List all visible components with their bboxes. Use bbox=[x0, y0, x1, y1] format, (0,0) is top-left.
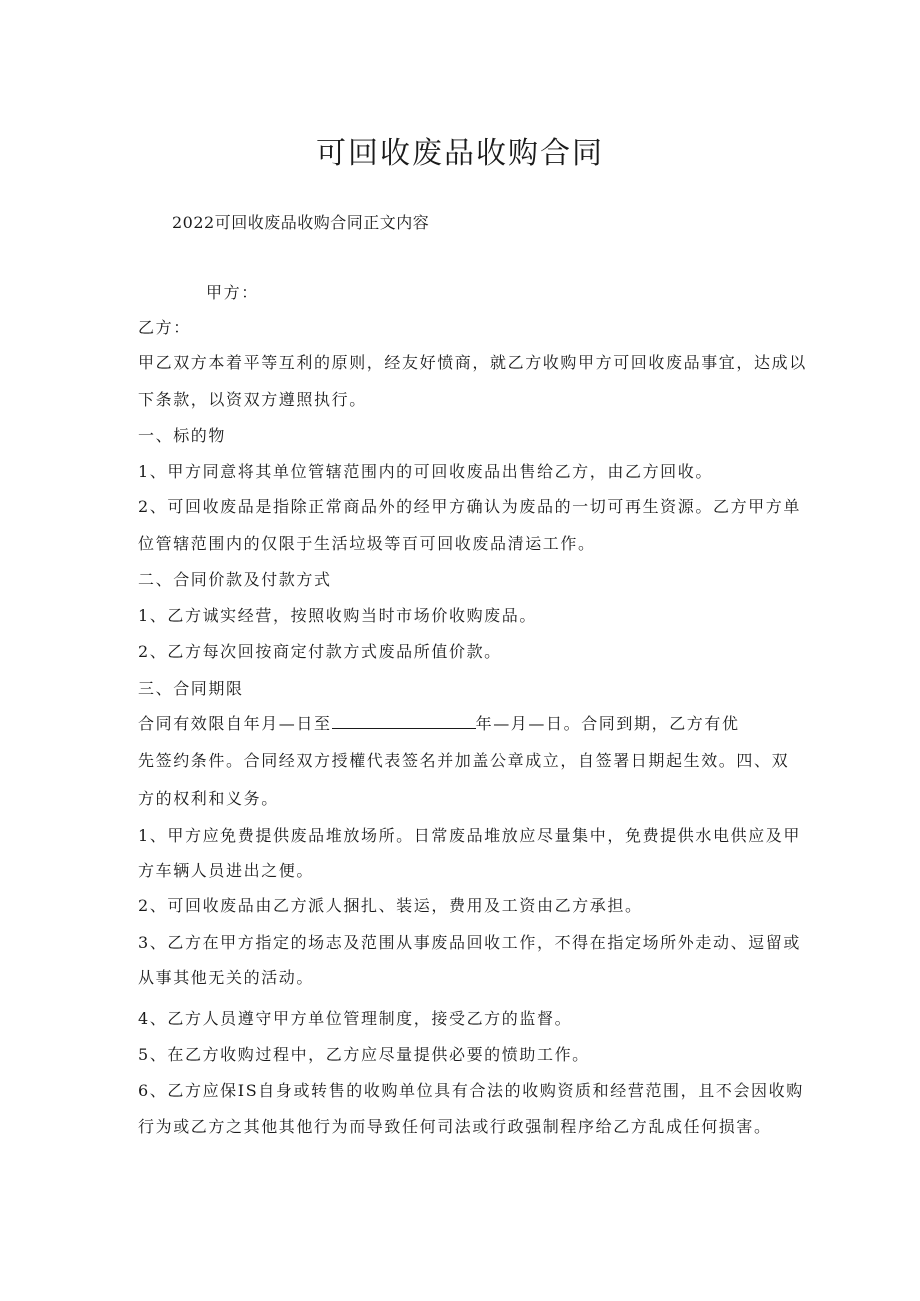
clause-line: 位管辖范围内的仅限于生活垃圾等百可回收废品清运工作。 bbox=[138, 534, 596, 553]
clause-line: 从事其他无关的活动。 bbox=[138, 968, 315, 987]
section-heading: 三、合同期限 bbox=[138, 679, 244, 698]
term-text-after-blank: 年—月—日。合同到期，乙方有优 bbox=[475, 714, 740, 733]
clause-line: 2、可回收废品由乙方派人捆扎、装运，费用及工资由乙方承担。 bbox=[138, 896, 643, 915]
clause-line: 4、乙方人员遵守甲方单位管理制度，接受乙方的监督。 bbox=[138, 1009, 573, 1028]
clause-line: 方车辆人员进出之便。 bbox=[138, 861, 315, 880]
date-blank-field bbox=[332, 714, 476, 729]
clause-line: 2、乙方每次回按商定付款方式废品所值价款。 bbox=[138, 642, 502, 661]
clause-line: 方的权利和义务。 bbox=[138, 789, 279, 808]
term-text-before-blank: 合同有效限自年月—日至 bbox=[138, 714, 332, 733]
clause-line: 行为或乙方之其他其他行为而导致任何司法或行政强制程序给乙方乱成任何损害。 bbox=[138, 1117, 772, 1136]
document-title: 可回收废品收购合同 bbox=[316, 136, 604, 171]
clause-line: 5、在乙方收购过程中，乙方应尽量提供必要的愤助工作。 bbox=[138, 1045, 590, 1064]
party-a-label: 甲方： bbox=[206, 283, 259, 302]
clause-line: 1、乙方诚实经营，按照收购当时市场价收购废品。 bbox=[138, 606, 537, 625]
section-heading: 二、合同价款及付款方式 bbox=[138, 570, 332, 589]
clause-line: 3、乙方在甲方指定的场志及范围从事废品回收工作，不得在指定场所外走动、逗留或 bbox=[138, 933, 801, 952]
clause-line: 1、甲方应免费提供废品堆放场所。日常废品堆放应尽量集中，免费提供水电供应及甲 bbox=[138, 826, 801, 845]
clause-line: 6、乙方应保IS自身或转售的收购单位具有合法的收购资质和经营范围，且不会因收购 bbox=[138, 1081, 804, 1100]
document-subtitle: 2022可回收废品收购合同正文内容 bbox=[172, 213, 430, 232]
intro-paragraph-line: 甲乙双方本着平等互利的原则，经友好愤商，就乙方收购甲方可回收废品事宜，达成以 bbox=[138, 353, 807, 372]
section-heading: 一、标的物 bbox=[138, 426, 227, 445]
party-b-label: 乙方： bbox=[138, 318, 191, 337]
clause-line bbox=[138, 714, 788, 734]
clause-line: 1、甲方同意将其单位管辖范围内的可回收废品出售给乙方，由乙方回收。 bbox=[138, 462, 713, 481]
clause-line: 2、可回收废品是指除正常商品外的经甲方确认为废品的一切可再生资源。乙方甲方单 bbox=[138, 497, 801, 516]
clause-line: 先签约条件。合同经双方授權代表签名并加盖公章成立，自签署日期起生效。四、双 bbox=[138, 751, 790, 770]
intro-paragraph-line: 下条款，以资双方遵照执行。 bbox=[138, 390, 367, 409]
